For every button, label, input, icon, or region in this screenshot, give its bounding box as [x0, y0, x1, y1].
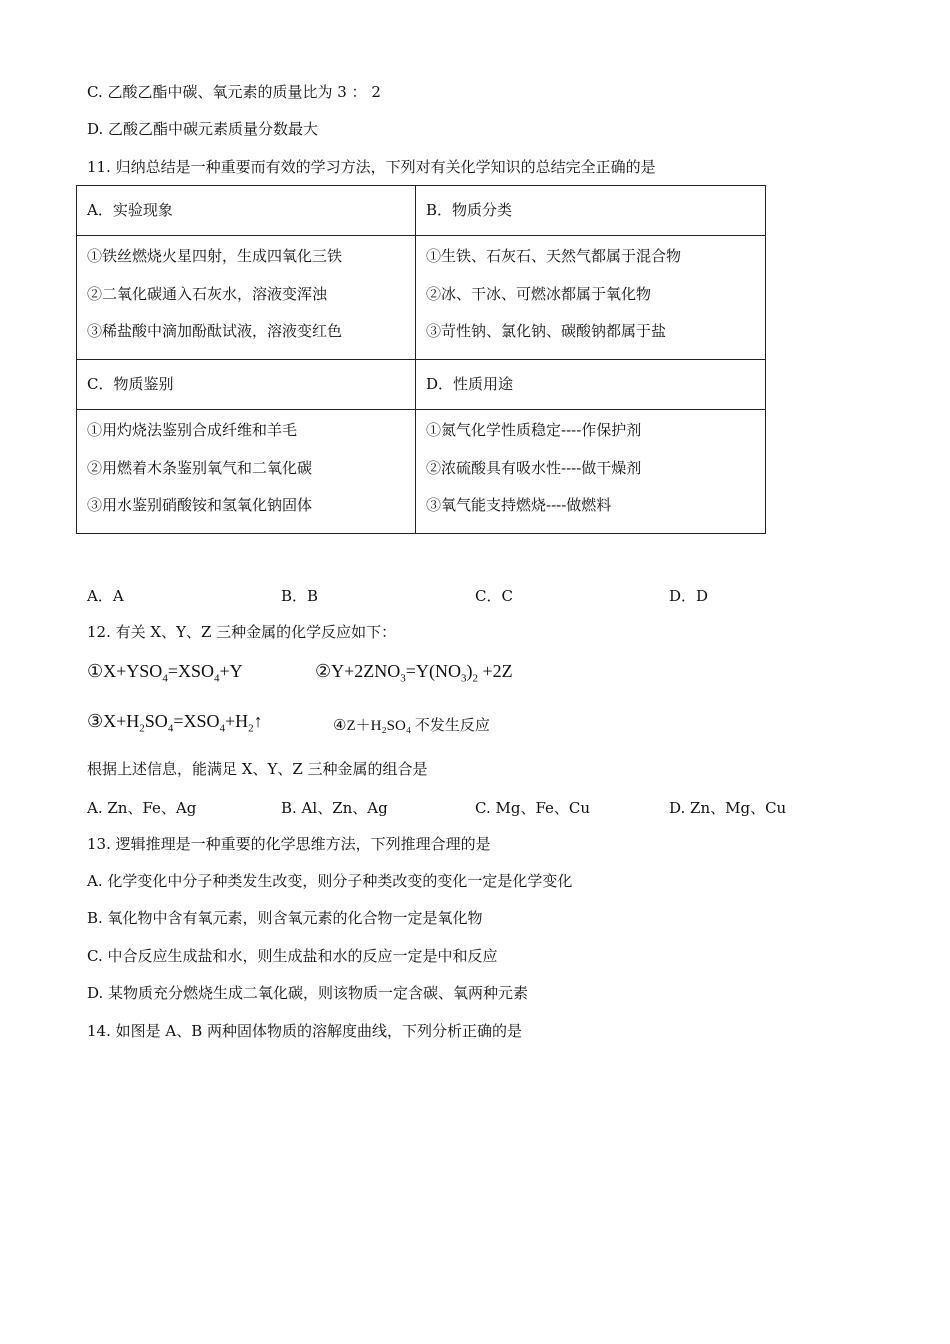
b-item-3: ③苛性钠、氯化钠、碳酸钠都属于盐	[426, 322, 667, 340]
reaction-3: $③X+H_2SO_4=XSO_4+H_2↑$	[87, 711, 263, 735]
c-item-2: ②用燃着木条鉴别氧气和二氧化碳	[87, 458, 313, 477]
q12-stem: 12. 有关 X、Y、Z 三种金属的化学反应如下：	[87, 623, 397, 641]
q12-option-b[interactable]: B. Al、Zn、Ag	[281, 799, 388, 817]
q12-option-a[interactable]: A. Zn、Fe、Ag	[87, 799, 197, 817]
q13-stem: 13. 逻辑推理是一种重要的化学思维方法，下列推理合理的是	[87, 835, 491, 853]
q10-option-c: C. 乙酸乙酯中碳、氧元素的质量比为 3 ： 2	[87, 83, 381, 101]
cell-c-title: C．物质鉴别	[77, 360, 416, 410]
a-item-2: ②二氧化碳通入石灰水，溶液变浑浊	[87, 284, 328, 303]
d-item-2: ②浓硫酸具有吸水性----做干燥剂	[426, 458, 642, 477]
reaction-2: $②Y+2ZNO_3=Y(NO_3)_2 +2Z$	[315, 661, 513, 685]
d-item-1: ①氮气化学性质稳定----作保护剂	[426, 421, 642, 439]
q12-info: 根据上述信息，能满足 X、Y、Z 三种金属的组合是	[87, 760, 428, 778]
q11-option-c[interactable]: C．C	[475, 587, 513, 605]
q11-stem: 11. 归纳总结是一种重要而有效的学习方法，下列对有关化学知识的总结完全正确的是	[87, 158, 656, 176]
q13-option-c[interactable]: C. 中合反应生成盐和水，则生成盐和水的反应一定是中和反应	[87, 947, 498, 965]
cell-b-title: B．物质分类	[416, 186, 766, 236]
c-item-3: ③用水鉴别硝酸铵和氢氧化钠固体	[87, 496, 313, 514]
q11-option-b[interactable]: B．B	[281, 587, 319, 605]
cell-a-items	[77, 236, 416, 360]
cell-b-items	[416, 236, 766, 360]
cell-c-items	[77, 410, 416, 534]
q14-stem: 14. 如图是 A、B 两种固体物质的溶解度曲线，下列分析正确的是	[87, 1022, 523, 1040]
q11-option-a[interactable]: A．A	[87, 587, 124, 605]
reaction-1: $①X+YSO_4=XSO_4+Y$	[87, 661, 243, 685]
cell-d-items	[416, 410, 766, 534]
a-item-3: ③稀盐酸中滴加酚酞试液，溶液变红色	[87, 322, 343, 340]
q11-table	[76, 185, 766, 534]
q10-option-d: D. 乙酸乙酯中碳元素质量分数最大	[87, 120, 319, 138]
cell-a-title: A．实验现象	[77, 186, 416, 236]
cell-d-title: D．性质用途	[416, 360, 766, 410]
q11-option-d[interactable]: D．D	[669, 587, 709, 605]
b-item-2: ②冰、干冰、可燃冰都属于氧化物	[426, 284, 652, 303]
b-item-1: ①生铁、石灰石、天然气都属于混合物	[426, 247, 682, 265]
q13-option-b[interactable]: B. 氧化物中含有氧元素，则含氧元素的化合物一定是氧化物	[87, 909, 483, 927]
q13-option-a[interactable]: A. 化学变化中分子种类发生改变，则分子种类改变的变化一定是化学变化	[87, 872, 573, 890]
q12-option-c[interactable]: C. Mg、Fe、Cu	[475, 799, 591, 817]
a-item-1: ①铁丝燃烧火星四射，生成四氧化三铁	[87, 247, 343, 265]
q12-option-d[interactable]: D. Zn、Mg、Cu	[669, 799, 787, 817]
q13-option-d[interactable]: D. 某物质充分燃烧生成二氧化碳，则该物质一定含碳、氧两种元素	[87, 984, 529, 1002]
c-item-1: ①用灼烧法鉴别合成纤维和羊毛	[87, 421, 298, 439]
reaction-4: ④Z＋H₂SO₄ 不发生反应	[333, 718, 490, 734]
d-item-3: ③氧气能支持燃烧----做燃料	[426, 496, 612, 514]
